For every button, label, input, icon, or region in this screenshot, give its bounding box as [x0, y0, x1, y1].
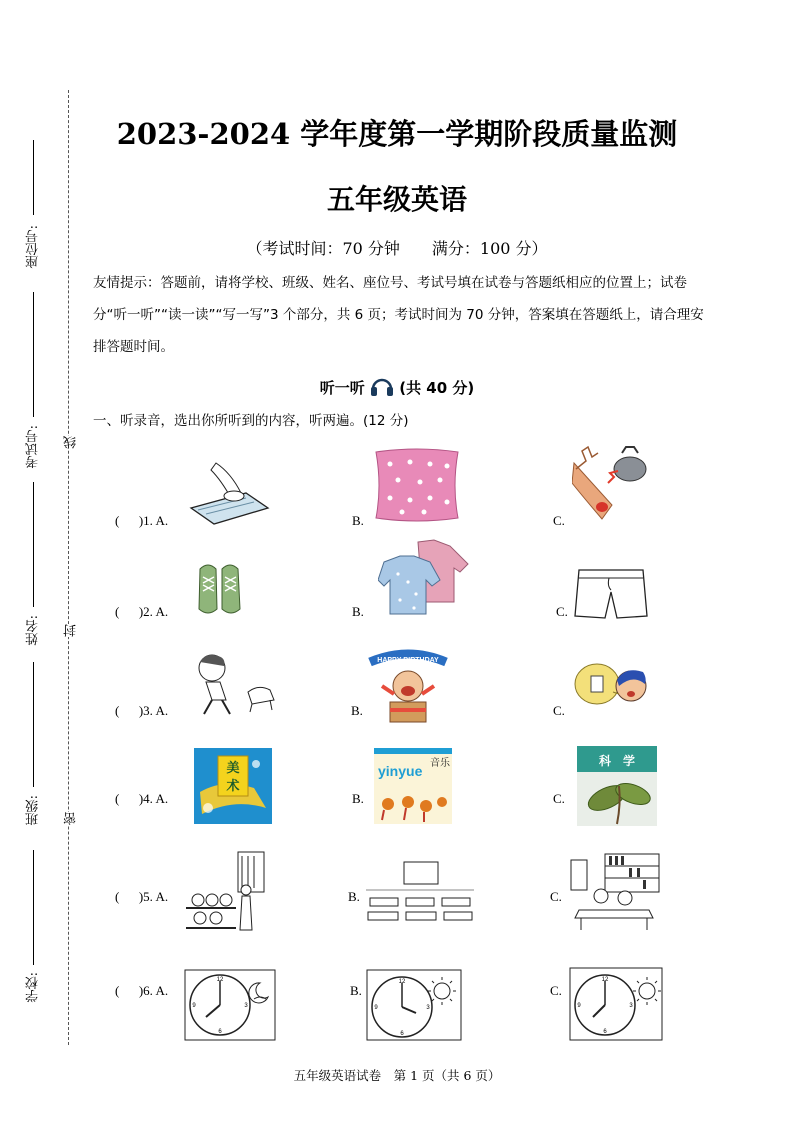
binding-dashed-line [68, 90, 69, 1045]
school-line [33, 850, 34, 965]
library-reading-picture [569, 852, 661, 932]
q1-option-b: B. [352, 513, 364, 528]
birthday-boy-picture [364, 646, 452, 724]
art-book-title-1: 美 [226, 761, 240, 776]
science-book-picture [577, 746, 657, 826]
name-label: 姓名: [26, 615, 41, 646]
q4-option-c: C. [553, 791, 565, 806]
svg-text:9: 9 [374, 1005, 378, 1011]
q3-label: ( )3. A. [115, 703, 169, 718]
seat-number-label: 座位号: [26, 225, 41, 269]
art-book-picture [194, 748, 272, 824]
clock-sun-picture-c [569, 967, 663, 1041]
svg-text:9: 9 [577, 1003, 581, 1009]
exam-info: （考试时间：70 分钟 满分：100 分） [246, 239, 548, 258]
shirts-picture [378, 538, 470, 616]
class-line [33, 662, 34, 787]
mopping-table-picture [186, 458, 272, 528]
shorts-picture [573, 566, 649, 622]
birthday-banner-text: HAPPY BIRTHDAY [377, 657, 439, 664]
section-title-right: (共 40 分) [399, 379, 475, 397]
clock-sun-picture-b [366, 969, 462, 1041]
exam-number-label: 考试号: [26, 425, 41, 469]
svg-text:9: 9 [192, 1003, 196, 1009]
clock-moon-picture [184, 969, 276, 1041]
q4-option-b: B. [352, 791, 364, 806]
q5-label: ( )5. A. [115, 889, 169, 904]
notice-text: 友情提示：答题前，请将学校、班级、姓名、座位号、考试号填在试卷与答题纸相应的位置上；试卷分“听一听”“读一读”“写一写”3 个部分，共 6 页；考试时间为 70 分钟，答案填在答题纸上，请合理安排答题时间。 [93, 275, 704, 355]
section-title-left: 听一听 [319, 379, 365, 397]
drink-thought-boy-picture [573, 658, 649, 714]
question-1-instruction: 一、听录音，选出你所听到的内容，听两遍。(12 分) [93, 413, 409, 429]
science-book-title: 科 学 [598, 754, 636, 768]
art-book-title-2: 术 [226, 779, 240, 794]
svg-text:6: 6 [603, 1029, 607, 1035]
q6-label: ( )6. A. [115, 983, 169, 998]
q2-option-c: C. [556, 604, 568, 619]
exam-subtitle: 五年级英语 [326, 183, 467, 216]
svg-text:6: 6 [218, 1029, 222, 1035]
boy-chasing-dog-picture [186, 648, 278, 718]
exam-title: 2023-2024 学年度第一学期阶段质量监测 [116, 117, 678, 151]
svg-text:12: 12 [601, 977, 609, 983]
seal-mark-xian: 线 [64, 436, 79, 449]
sneakers-picture [196, 561, 244, 617]
seal-mark-feng: 封 [64, 624, 79, 637]
q4-label: ( )4. A. [115, 791, 169, 806]
q3-option-b: B. [351, 703, 363, 718]
class-label: 班级: [26, 795, 41, 826]
music-book-picture [374, 748, 452, 824]
q6-option-b: B. [350, 983, 362, 998]
q1-option-c: C. [553, 513, 565, 528]
headphones-icon [370, 375, 394, 401]
svg-text:12: 12 [398, 979, 406, 985]
name-line [33, 482, 34, 607]
page-footer: 五年级英语试卷 第 1 页（共 6 页） [293, 1068, 501, 1083]
pillow-picture [372, 446, 462, 524]
section-title [0, 375, 794, 401]
q2-option-b: B. [352, 604, 364, 619]
q3-option-c: C. [553, 703, 565, 718]
q5-option-c: C. [550, 889, 562, 904]
q5-option-b: B. [348, 889, 360, 904]
svg-text:3: 3 [629, 1003, 633, 1009]
music-book-title: 音乐 [430, 758, 450, 769]
seal-mark-mi: 密 [64, 812, 79, 825]
q2-label: ( )2. A. [115, 604, 169, 619]
music-book-pinyin: yinyue [378, 763, 423, 779]
burned-arm-kettle-picture [572, 443, 650, 525]
svg-text:3: 3 [244, 1003, 248, 1009]
empty-classroom-picture [366, 854, 474, 926]
q1-label: ( )1. A. [115, 513, 169, 528]
school-label: 学校: [26, 972, 41, 1003]
q6-option-c: C. [550, 983, 562, 998]
classroom-students-picture [186, 850, 268, 940]
svg-text:3: 3 [426, 1005, 430, 1011]
svg-text:6: 6 [400, 1031, 404, 1037]
svg-text:12: 12 [216, 977, 224, 983]
